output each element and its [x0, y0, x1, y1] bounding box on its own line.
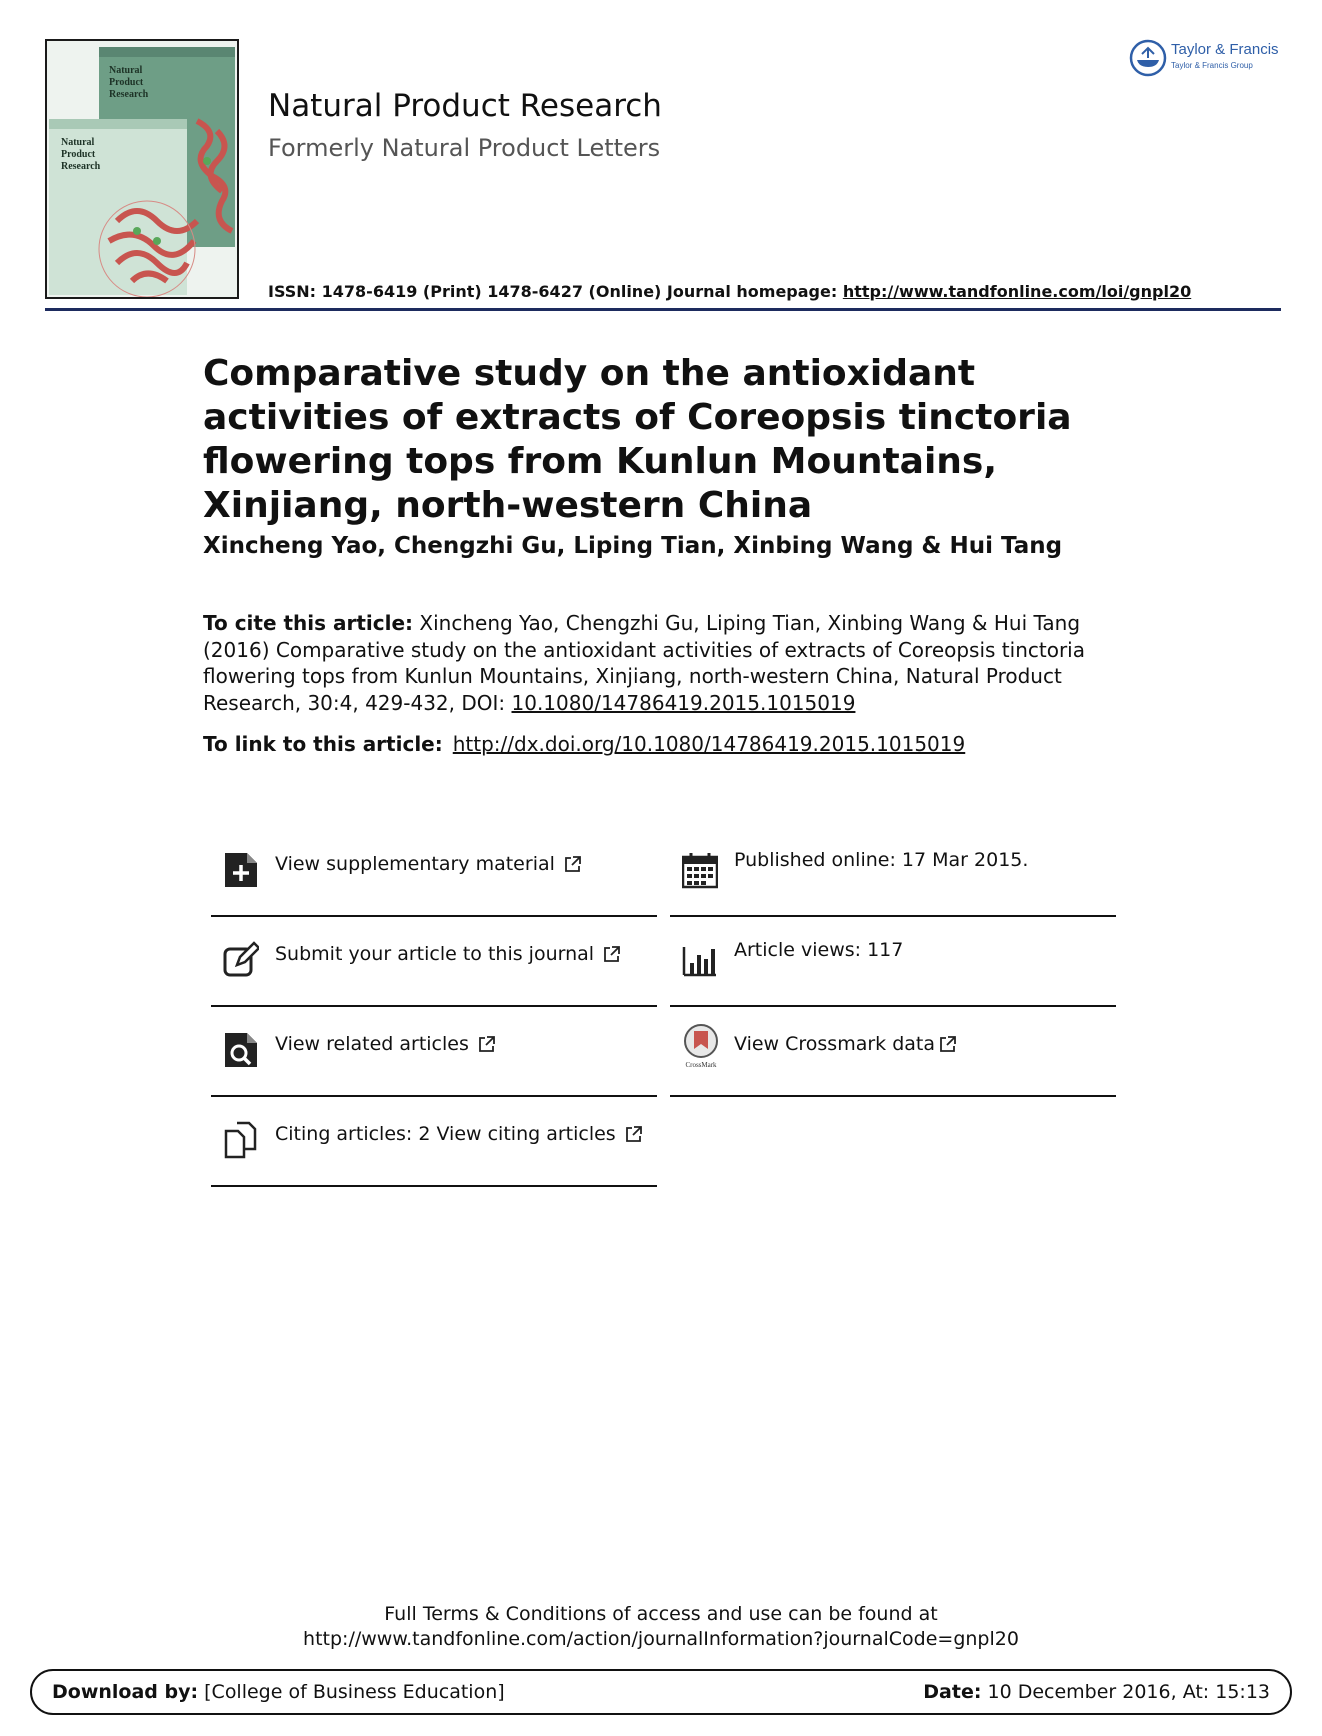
edit-icon: [223, 941, 259, 979]
journal-subtitle: Formerly Natural Product Letters: [268, 134, 661, 162]
copy-documents-icon: [223, 1121, 259, 1159]
article-title: Comparative study on the antioxidant activities of extracts of Coreopsis tinctoria flowering tops from Kunlun Mountains, Xinjiang, north-western China: [203, 353, 1072, 526]
download-date: [923, 1681, 1270, 1703]
external-link-icon: [939, 1035, 957, 1053]
related-cell[interactable]: [211, 1009, 657, 1097]
date-value: 10 December 2016, At: 15:13: [981, 1681, 1270, 1703]
file-plus-icon: [223, 851, 259, 889]
header-rule: [45, 308, 1281, 311]
journal-title: Natural Product Research: [268, 88, 662, 124]
article-authors: Xincheng Yao, Chengzhi Gu, Liping Tian, Xinbing Wang & Hui Tang: [203, 533, 1063, 559]
journal-homepage-link[interactable]: http://www.tandfonline.com/loi/gnpl20: [842, 282, 1192, 301]
cover-line-2: Product: [109, 77, 144, 88]
cite-text: Xincheng Yao, Chengzhi Gu, Liping Tian, Xinbing Wang & Hui Tang (2016) Comparative study on the antioxidant activities of extracts of Coreopsis tinctoria flowering tops from Kunlun Mountains, Xinjiang, north-western China, Natural Product Research, 30:4, 429-432, DOI:: [203, 611, 1085, 715]
external-link-icon: [625, 1125, 643, 1143]
cover-line-2b: Product: [61, 149, 96, 160]
terms-line-1: Full Terms & Conditions of access and use can be found at: [384, 1603, 938, 1625]
doi-link[interactable]: 10.1080/14786419.2015.1015019: [511, 690, 856, 715]
views-cell: [670, 919, 1116, 1007]
article-views: Article views: 117: [734, 939, 904, 961]
citing-articles-link[interactable]: Citing articles: 2 View citing articles: [275, 1123, 616, 1145]
citation-block: [203, 610, 1133, 716]
download-info: [52, 1681, 505, 1703]
journal-cover-image: [47, 41, 237, 297]
cite-label: To cite this article:: [203, 611, 414, 635]
download-value: [College of Business Education]: [198, 1681, 505, 1703]
file-search-icon: [223, 1031, 259, 1069]
published-date: Published online: 17 Mar 2015.: [734, 849, 1029, 871]
article-doi-url-link[interactable]: http://dx.doi.org/10.1080/14786419.2015.1015019: [452, 732, 966, 756]
supplementary-cell[interactable]: [211, 829, 657, 917]
taylor-francis-logo-icon: [1128, 38, 1168, 78]
download-label: Download by:: [52, 1681, 199, 1703]
download-bar: [30, 1669, 1292, 1715]
submit-cell[interactable]: [211, 919, 657, 1007]
issn-line: [268, 282, 1191, 301]
related-articles-link[interactable]: View related articles: [275, 1033, 469, 1055]
article-link-line: [203, 732, 965, 756]
cover-line-1b: Natural: [61, 137, 95, 148]
publisher-name: Taylor & Francis: [1171, 41, 1279, 58]
crossmark-icon: [680, 1023, 722, 1069]
submit-article-link[interactable]: Submit your article to this journal: [275, 943, 595, 965]
terms-block: [0, 1602, 1322, 1652]
link-label: To link to this article:: [203, 732, 443, 756]
cover-line-3b: Research: [61, 161, 101, 172]
date-label: Date:: [923, 1681, 982, 1703]
calendar-icon: [682, 851, 718, 889]
cover-line-1: Natural: [109, 65, 143, 76]
crossmark-label: CrossMark: [685, 1061, 717, 1069]
issn-text: ISSN: 1478-6419 (Print) 1478-6427 (Online) Journal homepage:: [268, 282, 843, 301]
supplementary-link[interactable]: View supplementary material: [275, 853, 555, 875]
published-cell: [670, 829, 1116, 917]
external-link-icon: [564, 855, 582, 873]
external-link-icon: [478, 1035, 496, 1053]
crossmark-link[interactable]: View Crossmark data: [734, 1033, 936, 1055]
cover-line-3: Research: [109, 89, 149, 100]
publisher-group: Taylor & Francis Group: [1171, 61, 1253, 70]
citing-cell[interactable]: [211, 1099, 657, 1187]
crossmark-cell[interactable]: [670, 1009, 1116, 1097]
journal-cover: [45, 39, 239, 299]
terms-url[interactable]: http://www.tandfonline.com/action/journalInformation?journalCode=gnpl20: [303, 1628, 1019, 1650]
bar-chart-icon: [682, 941, 718, 979]
external-link-icon: [603, 945, 621, 963]
